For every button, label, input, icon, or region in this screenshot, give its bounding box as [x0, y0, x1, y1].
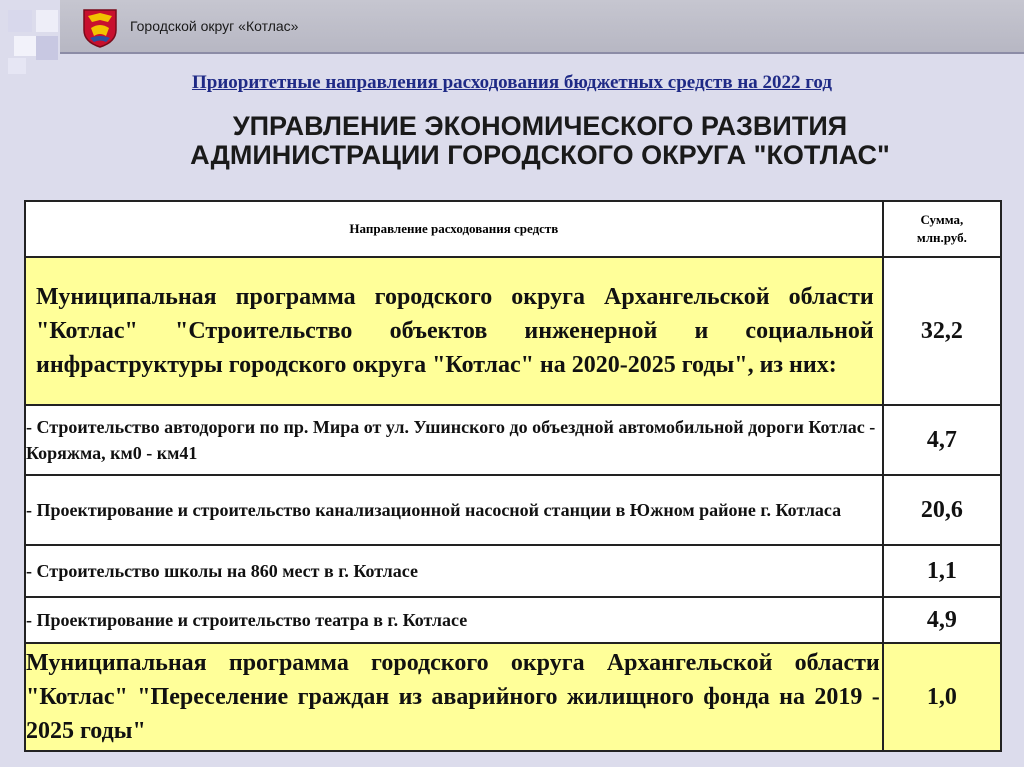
table-cell-direction	[25, 405, 883, 475]
header-org-label: Городской округ «Котлас»	[130, 18, 299, 34]
table-row	[25, 405, 1001, 475]
decor-square	[8, 10, 32, 32]
page-subtitle: Приоритетные направления расходования бюджетных средств на 2022 год	[191, 72, 833, 93]
table-cell-direction	[25, 257, 883, 405]
column-header-direction: Направление расходования средств	[25, 201, 883, 257]
column-header-sum-line2: млн.руб.	[916, 230, 967, 245]
table-cell-text: Муниципальная программа городского округа Архангельской области "Котлас" "Строительство объектов инженерной и социальной инфраструктуры городского округа "Котлас" на 2020-2025 годы", из них:	[36, 284, 874, 378]
table-cell-text: - Проектирование и строительство театра в г. Котласе	[26, 610, 468, 630]
table-cell-direction	[25, 545, 883, 597]
table-cell-text: Муниципальная программа городского округа Архангельской области "Котлас" "Переселение граждан из аварийного жилищного фонда на 2019 - 2025 годы"	[26, 650, 880, 744]
table-cell-sum: 1,1	[883, 545, 1001, 597]
table-cell-sum: 32,2	[883, 257, 1001, 405]
table-cell-sum: 20,6	[883, 475, 1001, 545]
table-cell-direction	[25, 475, 883, 545]
table-cell-text: - Проектирование и строительство канализационной насосной станции в Южном районе г. Котласа	[26, 500, 842, 520]
header-divider	[60, 52, 1024, 54]
column-header-sum	[883, 201, 1001, 257]
decor-square	[14, 36, 36, 56]
table-cell-sum: 4,7	[883, 405, 1001, 475]
table-header-row	[25, 201, 1001, 257]
page-title-line2: АДМИНИСТРАЦИИ ГОРОДСКОГО ОКРУГА "КОТЛАС"	[190, 140, 890, 170]
table-cell-text: - Строительство автодороги по пр. Мира от ул. Ушинского до объездной автомобильной дороги Котлас - Коряжма, км0 - км41	[26, 417, 876, 463]
table-cell-direction	[25, 643, 883, 751]
table-cell-sum: 4,9	[883, 597, 1001, 643]
decor-square	[36, 10, 58, 32]
table-row	[25, 597, 1001, 643]
coat-of-arms-icon	[82, 8, 118, 48]
budget-table	[24, 200, 1002, 752]
table-row	[25, 643, 1001, 751]
table-cell-direction	[25, 597, 883, 643]
page-title-line1: УПРАВЛЕНИЕ ЭКОНОМИЧЕСКОГО РАЗВИТИЯ	[232, 111, 848, 141]
table-row	[25, 257, 1001, 405]
table-cell-text: - Строительство школы на 860 мест в г. Котласе	[26, 561, 418, 581]
page-title	[0, 112, 1024, 170]
table-row	[25, 475, 1001, 545]
table-row	[25, 545, 1001, 597]
decor-square	[36, 36, 58, 60]
column-header-sum-line1: Сумма,	[920, 212, 964, 227]
table-cell-sum: 1,0	[883, 643, 1001, 751]
